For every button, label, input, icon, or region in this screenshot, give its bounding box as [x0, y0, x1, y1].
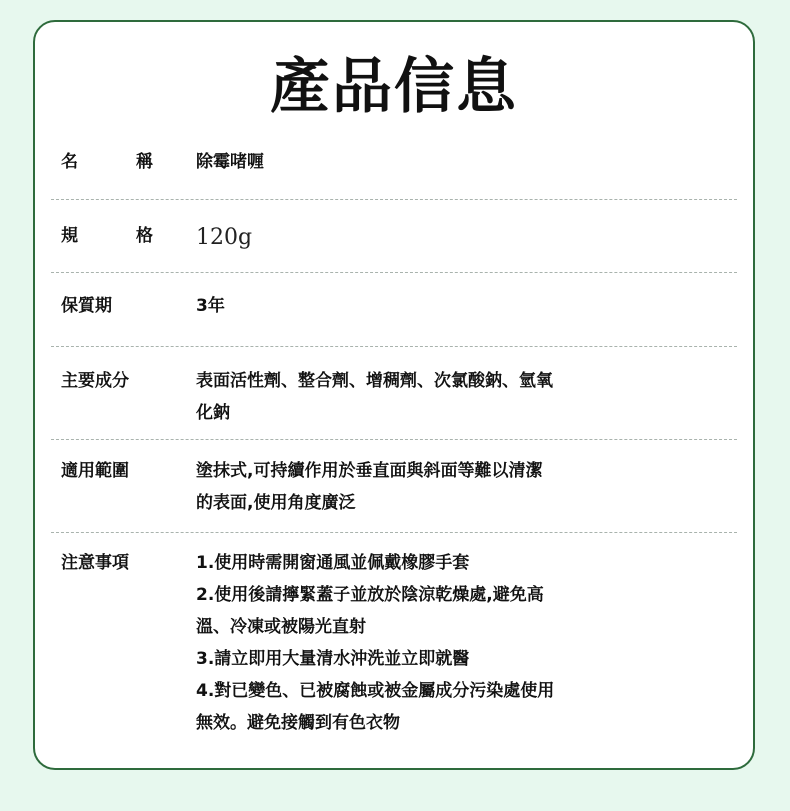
caution-line: 2.使用後請擰緊蓋子並放於陰涼乾燥處,避免高 [196, 585, 544, 605]
label-char: 稱 [136, 152, 153, 172]
row-ingredients-label: 主要成分 [61, 371, 129, 391]
label-char: 名 [61, 152, 78, 172]
row-usage-label: 適用範圍 [61, 461, 129, 481]
row-usage [51, 440, 737, 533]
row-name-value: 除霉啫喱 [196, 152, 264, 172]
ingredients-line: 表面活性劑、整合劑、增稠劑、次氯酸鈉、氫氧 [196, 371, 553, 391]
row-cautions-label: 注意事項 [61, 553, 129, 573]
product-info-card [33, 20, 755, 770]
row-name-label [61, 146, 153, 178]
row-shelf-life-label: 保質期 [61, 296, 112, 316]
row-cautions [51, 533, 737, 733]
row-cautions-value [196, 547, 636, 739]
row-shelf-life [51, 273, 737, 347]
row-shelf-life-value: 3年 [196, 296, 225, 316]
caution-line: 溫、冷凍或被陽光直射 [196, 617, 366, 637]
ingredients-line: 化鈉 [196, 403, 230, 423]
row-spec-value: 120g [196, 225, 253, 250]
row-name [51, 140, 737, 200]
row-ingredients-value [196, 365, 636, 429]
caution-line: 4.對已變色、已被腐蝕或被金屬成分污染處使用 [196, 681, 555, 701]
label-char: 格 [136, 226, 153, 246]
caution-line: 3.請立即用大量清水沖洗並立即就醫 [196, 649, 470, 669]
usage-line: 的表面,使用角度廣泛 [196, 493, 356, 513]
row-usage-value [196, 455, 636, 519]
caution-line: 1.使用時需開窗通風並佩戴橡膠手套 [196, 553, 470, 573]
row-spec [51, 200, 737, 273]
row-spec-label [61, 220, 153, 252]
usage-line: 塗抹式,可持續作用於垂直面與斜面等難以清潔 [196, 461, 543, 481]
caution-line: 無效。避免接觸到有色衣物 [196, 713, 400, 733]
row-ingredients [51, 347, 737, 440]
label-char: 規 [61, 226, 78, 246]
page-title: 產品信息 [270, 52, 518, 122]
